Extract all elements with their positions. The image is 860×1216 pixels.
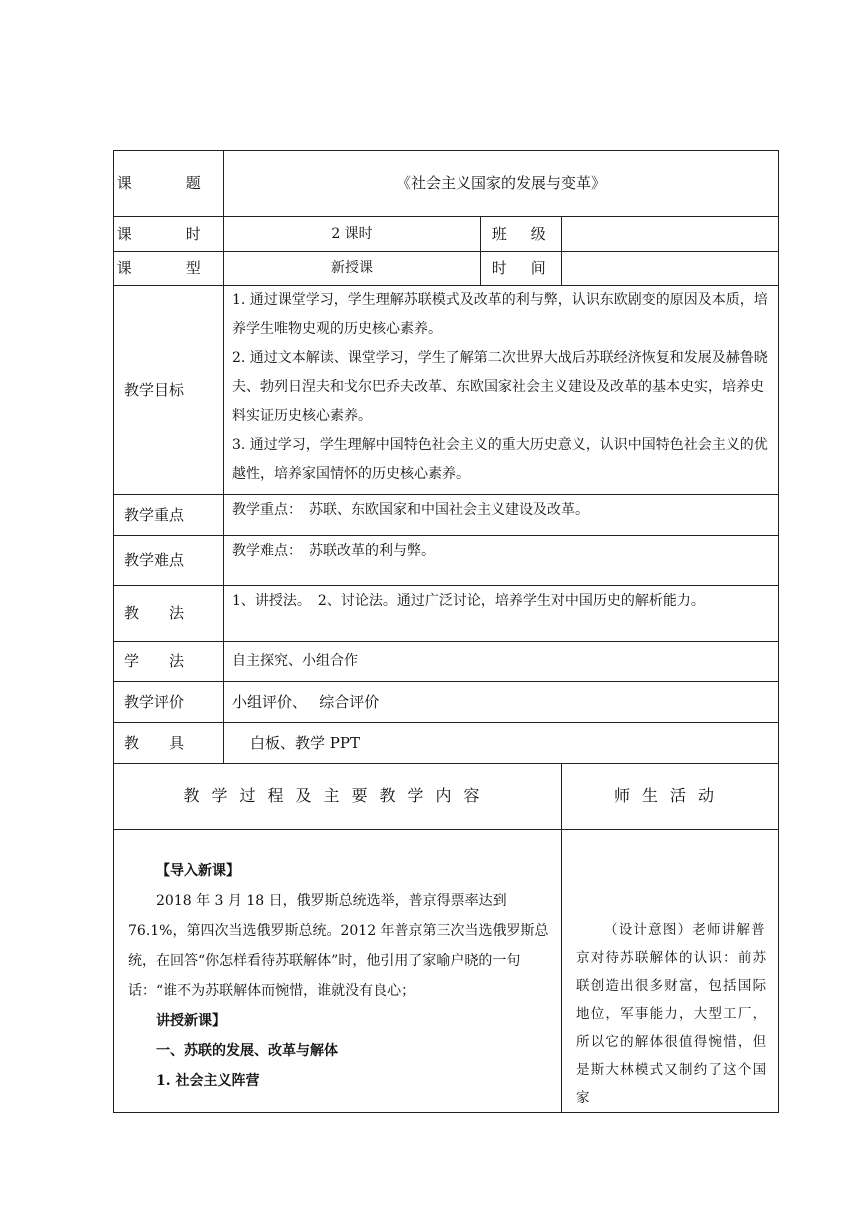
topic-value: 《社会主义国家的发展与变革》	[224, 151, 779, 217]
objectives-content	[224, 286, 779, 495]
row-process-body	[114, 830, 779, 1113]
teaching-method-value: 1、讲授法。 2、讨论法。通过广泛讨论，培养学生对中国历史的解析能力。	[224, 586, 779, 642]
learning-method-label: 学 法	[114, 642, 224, 682]
teaching-method-label: 教 法	[114, 586, 224, 642]
evaluation-value: 小组评价、 综合评价	[224, 682, 779, 723]
type-value: 新授课	[224, 252, 481, 286]
type-label: 课 型	[114, 252, 224, 286]
objective-item-1: 1. 通过课堂学习，学生理解苏联模式及改革的利与弊，认识东欧剧变的原因及本质，培养学生唯物史观的历史核心素养。	[232, 292, 768, 337]
row-evaluation	[114, 682, 779, 723]
difficulties-label: 教学难点	[114, 536, 224, 586]
teacher-student-activity	[562, 830, 779, 1113]
learning-method-value: 自主探究、小组合作	[224, 642, 779, 682]
row-process-header	[114, 764, 779, 830]
subsection-1-heading: 1. 社会主义阵营	[156, 1073, 260, 1089]
design-intent-note: （设计意图）老师讲解普京对待苏联解体的认识：前苏联创造出很多财富，包括国际地位，军事能力，大型工厂，所以它的解体很值得惋惜，但是斯大林模式又制约了这个国家	[576, 922, 768, 1106]
tools-value: 白板、教学 PPT	[224, 723, 779, 764]
intro-heading: 【导入新课】	[156, 863, 240, 879]
key-points-label: 教学重点	[114, 495, 224, 536]
row-tools	[114, 723, 779, 764]
objective-item-2: 2. 通过文本解读、课堂学习，学生了解第二次世界大战后苏联经济恢复和发展及赫鲁晓夫、勃列日涅夫和戈尔巴乔夫改革、东欧国家社会主义建设及改革的基本史实，培养史料实证历史核心素养。	[232, 350, 768, 424]
row-objectives	[114, 286, 779, 495]
objective-item-3: 3. 通过学习，学生理解中国特色社会主义的重大历史意义，认识中国特色社会主义的优越性，培养家国情怀的历史核心素养。	[232, 437, 768, 482]
process-content	[114, 830, 562, 1113]
class-label: 班 级	[481, 217, 562, 252]
process-header-right: 师生活动	[562, 764, 779, 830]
topic-label: 课 题	[114, 151, 224, 217]
objectives-label: 教学目标	[114, 286, 224, 495]
section-1-heading: 一、苏联的发展、改革与解体	[156, 1043, 338, 1059]
row-topic	[114, 151, 779, 217]
row-learning-method	[114, 642, 779, 682]
row-key-points	[114, 495, 779, 536]
hours-label: 课 时	[114, 217, 224, 252]
tools-label: 教 具	[114, 723, 224, 764]
difficulties-value: 教学难点： 苏联改革的利与弊。	[224, 536, 779, 586]
row-teaching-method	[114, 586, 779, 642]
evaluation-label: 教学评价	[114, 682, 224, 723]
lecture-heading: 讲授新课】	[156, 1013, 226, 1029]
time-value	[562, 252, 779, 286]
row-type	[114, 252, 779, 286]
time-label: 时 间	[481, 252, 562, 286]
row-difficulties	[114, 536, 779, 586]
key-points-value: 教学重点： 苏联、东欧国家和中国社会主义建设及改革。	[224, 495, 779, 536]
lesson-plan-table-wrapper	[113, 150, 778, 1106]
class-value	[562, 217, 779, 252]
process-header-left: 教学过程及主要教学内容	[114, 764, 562, 830]
intro-text: 2018 年 3 月 18 日，俄罗斯总统选举，普京得票率达到 76.1%，第四次当选俄罗斯总统。2012 年普京第三次当选俄罗斯总统，在回答“你怎样看待苏联解体”时，他引用了家喻户晓的一句话：“谁不为苏联解体而惋惜，谁就没有良心；	[128, 893, 549, 999]
hours-value: 2 课时	[224, 217, 481, 252]
lesson-plan-table	[113, 150, 779, 1113]
row-hours	[114, 217, 779, 252]
